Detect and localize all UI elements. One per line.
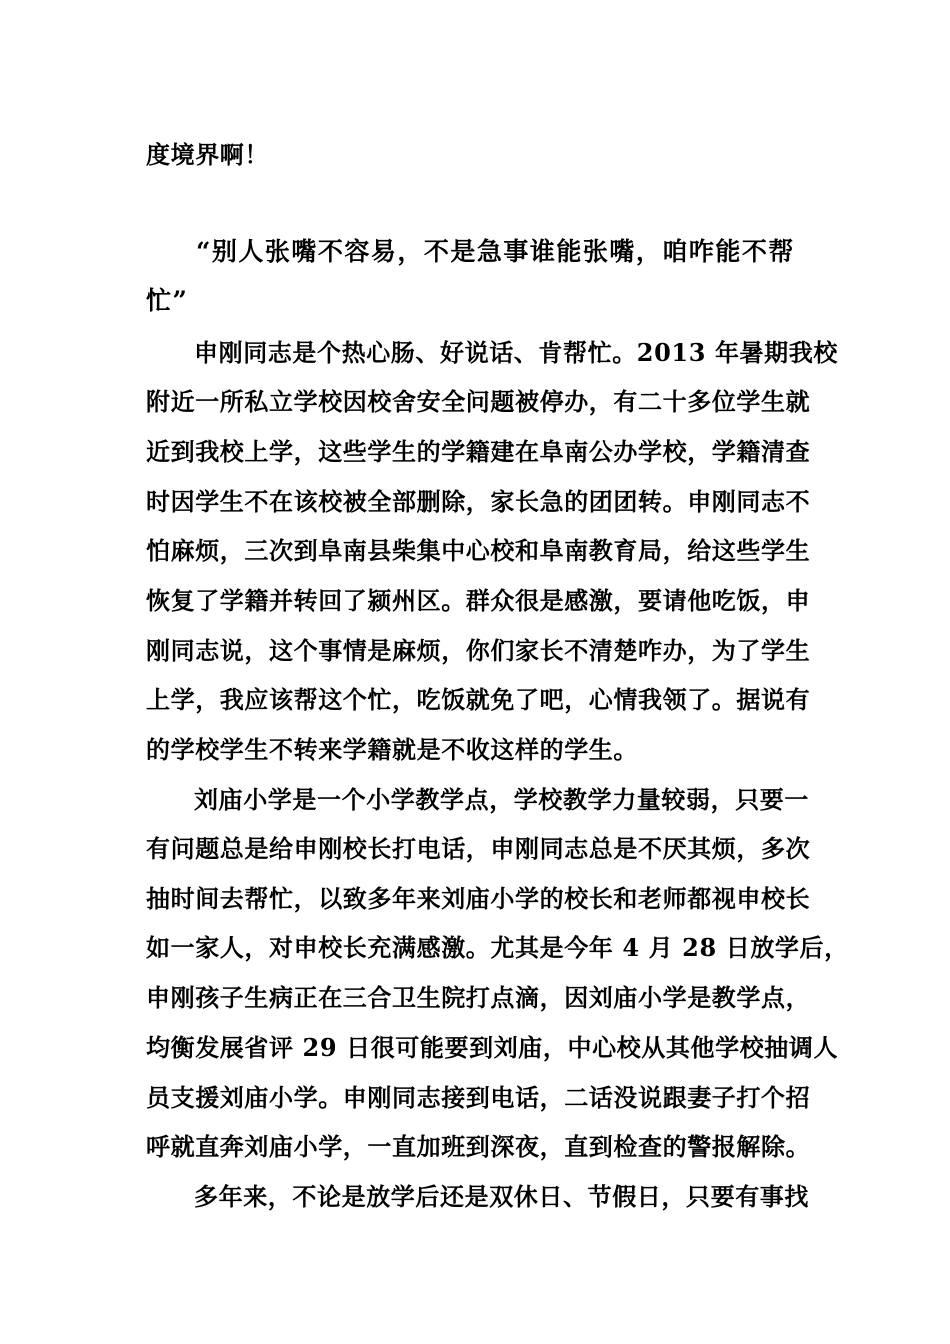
section-heading-line-1: “别人张嘴不容易，不是急事谁能张嘴，咱咋能不帮: [196, 237, 795, 266]
paragraph-1-line-4: 时因学生不在该校被全部删除，家长急的团团转。申刚同志不: [146, 487, 811, 516]
paragraph-2-line-2: 有问题总是给申刚校长打电话，申刚同志总是不厌其烦，多次: [146, 834, 811, 863]
paragraph-1-line-5: 怕麻烦，三次到阜南县柴集中心校和阜南教育局，给这些学生: [146, 536, 811, 565]
continuation-line: 度境界啊！: [146, 140, 269, 169]
section-heading-line-2: 忙”: [146, 286, 189, 315]
paragraph-1-line-1: 申刚同志是个热心肠、好说话、肯帮忙。2013 年暑期我校: [194, 338, 838, 367]
paragraph-2-line-5: 申刚孩子生病正在三合卫生院打点滴，因刘庙小学是教学点，: [146, 983, 811, 1012]
paragraph-3-line-1: 多年来，不论是放学后还是双休日、节假日，只要有事找: [194, 1182, 809, 1211]
paragraph-2-line-7: 员支援刘庙小学。申刚同志接到电话，二话没说跟妻子打个招: [146, 1083, 811, 1112]
paragraph-1-line-7: 刚同志说，这个事情是麻烦，你们家长不清楚咋办，为了学生: [146, 636, 811, 665]
paragraph-2-line-4: 如一家人，对申校长充满感激。尤其是今年 4 月 28 日放学后，: [146, 933, 849, 962]
paragraph-1-line-8: 上学，我应该帮这个忙，吃饭就免了吧，心情我领了。据说有: [146, 685, 811, 714]
paragraph-1-line-3: 近到我校上学，这些学生的学籍建在阜南公办学校，学籍清查: [146, 437, 811, 466]
paragraph-2-line-8: 呼就直奔刘庙小学，一直加班到深夜，直到检查的警报解除。: [146, 1132, 811, 1161]
paragraph-1-line-9: 的学校学生不转来学籍就是不收这样的学生。: [146, 735, 638, 764]
paragraph-2-line-6: 均衡发展省评 29 日很可能要到刘庙，中心校从其他学校抽调人: [146, 1033, 839, 1062]
paragraph-1-line-2: 附近一所私立学校因校舍安全问题被停办，有二十多位学生就: [146, 387, 811, 416]
paragraph-2-line-1: 刘庙小学是一个小学教学点，学校教学力量较弱，只要一: [194, 785, 809, 814]
paragraph-1-line-6: 恢复了学籍并转回了颍州区。群众很是感激，要请他吃饭，申: [146, 586, 811, 615]
paragraph-2-line-3: 抽时间去帮忙，以致多年来刘庙小学的校长和老师都视申校长: [146, 884, 811, 913]
